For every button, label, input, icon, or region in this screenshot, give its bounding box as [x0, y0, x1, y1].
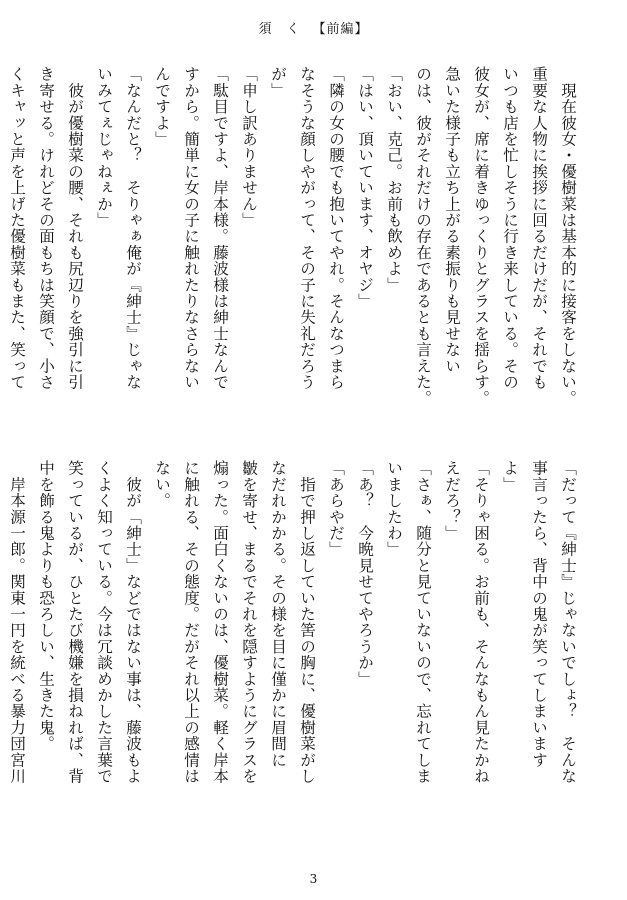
text-line: 「そりゃ困る。お前も、そんなもん見たかね — [472, 460, 490, 784]
text-line: 「なんだと？ そりゃぁ俺が『紳士』じゃな — [124, 66, 142, 390]
text-line: 事言ったら、背中の鬼が笑ってしまいます — [530, 460, 548, 768]
header-part: 【前編】 — [312, 22, 369, 37]
text-line: んですよ」 — [153, 66, 171, 147]
text-line: なそうな顔しやがって、その子に失礼だろう — [298, 66, 316, 390]
text-line: 「はい、頂いています、オヤジ」 — [356, 66, 374, 309]
text-line: に触れる、その態度。だがそれ以上の感情は — [182, 460, 200, 784]
text-line: 笑っているが、ひとたび機嫌を損ねれば、背 — [66, 460, 84, 784]
text-line: が」 — [269, 66, 287, 99]
text-line: 彼が優樹菜の腰、それも尻辺りを強引に引 — [66, 66, 84, 390]
text-line: 「駄目ですよ、岸本様。藤波様は紳士なんで — [211, 66, 229, 390]
text-line — [0, 460, 2, 848]
text-line: のは、彼がそれだけの存在であるとも言えた。 — [414, 66, 432, 407]
text-line: くキャッと声を上げた優樹菜もまた、笑って — [8, 66, 26, 390]
upper-text-block — [8, 66, 582, 407]
page-header — [0, 18, 627, 37]
text-line: 彼が「紳士」などではない事は、藤波もよ — [124, 460, 142, 784]
text-line: 煽った。面白くないのは、優樹菜。軽く岸本 — [211, 460, 229, 784]
text-line: ない。 — [153, 460, 171, 509]
text-line: いましたわ」 — [385, 460, 403, 558]
text-line: 「隣の女の腰でも抱いてやれ。そんなつまら — [327, 66, 345, 390]
text-line: 彼女が、席に着きゆっくりとグラスを揺らす。 — [472, 66, 490, 407]
text-line: き寄せる。けれどその面もちは笑顔で、小さ — [37, 66, 55, 390]
text-line: よ」 — [501, 460, 519, 493]
text-line: なだれかかる。その様を目に僅かに眉間に — [269, 460, 287, 768]
text-line: 中を飾る鬼よりも恐ろしい、生きた鬼。 — [37, 460, 55, 752]
text-line: 指で押し返していた筈の胸に、優樹菜がし — [298, 460, 316, 784]
text-line: 「だって『紳士』じゃないでしょ？ そんな — [559, 460, 577, 784]
text-line: 「申し訳ありません」 — [240, 66, 258, 228]
text-line: 「あ？ 今晩見せてやろうか」 — [356, 460, 374, 687]
text-line — [0, 66, 2, 398]
header-title: 須 く — [258, 22, 301, 37]
text-line: 「あらやだ」 — [327, 460, 345, 558]
text-line: 急いた様子も立ち上がる素振りも見せない — [443, 66, 461, 374]
text-line: いつも店を忙しそうに行き来している。その — [501, 66, 519, 390]
page-number: 3 — [309, 872, 318, 886]
text-line: すから。簡単に女の子に触れたりなさらない — [182, 66, 200, 390]
text-line: 岸本源一郎。関東一円を統べる暴力団宮川 — [8, 460, 26, 784]
text-line: くよく知っている。今は冗談めかした言葉で — [95, 460, 113, 784]
text-line: 「さぁ、随分と見ていないので、忘れてしま — [414, 460, 432, 784]
lower-text-block — [8, 460, 582, 848]
text-line: いみてぇじゃねぇか」 — [95, 66, 113, 228]
text-line: えだろ？」 — [443, 460, 461, 541]
text-line: 「おい、克己。お前も飲めよ」 — [385, 66, 403, 293]
text-line: 現在彼女・優樹菜は基本的に接客をしない。 — [559, 66, 577, 407]
text-line: 皺を寄せ、まるでそれを隠すようにグラスを — [240, 460, 258, 784]
text-line: 重要な人物に挨拶に回るだけだが、それでも — [530, 66, 548, 390]
